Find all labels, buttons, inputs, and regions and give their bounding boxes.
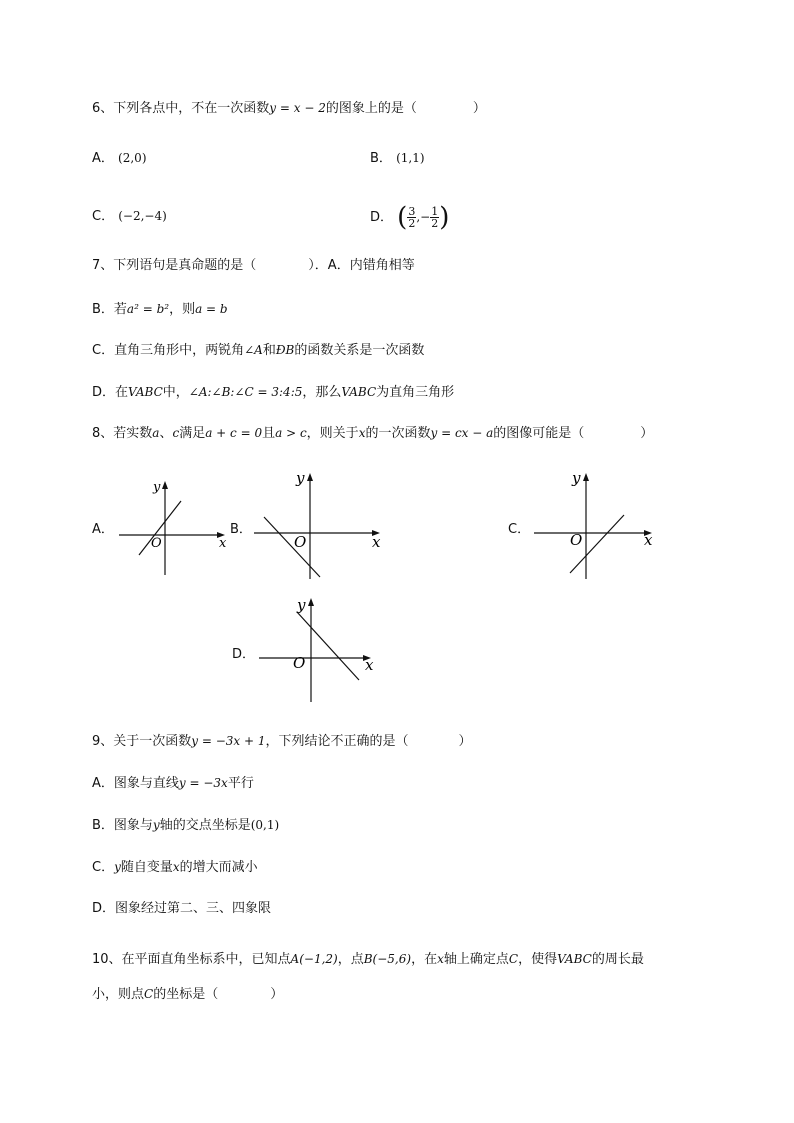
q9-c-text3: 的增大而减小 [179,860,258,875]
q6-d-frac1 [407,206,416,229]
q8-option-c-label: C． [508,522,531,537]
q9-function: y = −3x + 1 [191,734,266,748]
graph-line [297,612,359,680]
x-label: x [372,533,381,551]
q10-t6: 的周长最 [591,952,644,967]
q9-option-c [92,857,258,878]
q7-b-mid: ，则 [169,302,196,317]
q10-triangle: VABC [557,952,592,966]
q10-t1: 10、在平面直角坐标系中，已知点 [92,952,291,967]
q6-d-paren-open: ( [397,202,408,233]
q10-close: ） [270,987,284,1002]
q6-function: y = x − 2 [269,101,326,115]
q8-option-a-label: A． [92,522,114,537]
q6-b-value: (1,1) [396,151,425,165]
q10-point-a: A(−1,2) [290,952,338,966]
origin-label: O [293,654,306,672]
q10-t4: 轴上确定点 [443,952,509,967]
q7-c-math2: ÐB [275,343,295,357]
q8-graph-c [530,465,670,585]
q8-and: 且 [262,426,276,441]
q8-stem [92,423,653,444]
q9-close: ） [458,734,472,749]
q7-stem [92,256,415,276]
q7-option-a: A．内错角相等 [327,258,415,273]
q9-b-text2: 轴的交点坐标是 [159,818,251,833]
x-label: x [644,531,653,549]
q8-cond2: a > c [275,426,307,440]
q9-a-math: y = −3x [178,776,228,790]
q6-c-label: C． [92,209,115,224]
q7-d-text2: 中， [162,385,189,400]
q8-graph-d [255,590,385,705]
q8-cond1: a + c = 0 [205,426,263,440]
y-axis-arrow [307,473,313,481]
q9-option-b [92,815,279,836]
q8-graph-a [115,475,235,580]
q6-d-num1: 3 [408,205,416,218]
q8-option-b-label: B． [230,522,252,537]
q7-stem-text: 7、下列语句是真命题的是（ [92,258,257,273]
q7-d-math3: VABC [341,385,377,399]
q7-option-b [92,299,228,320]
q7-b-math: a² = b² [126,302,170,316]
q8-option-d-label: D． [232,647,256,662]
q9-a-text1: A．图象与直线 [92,776,179,791]
q6-c-value: (−2,−4) [118,209,167,223]
q6-option-c [92,206,167,227]
q9-c-math2: x [172,860,180,874]
x-label: x [219,536,227,551]
q10-x: x [437,952,444,966]
q6-d-label: D． [370,210,394,225]
q8-a: a [152,426,160,440]
q8-c: c [172,426,180,440]
q6-stem-tail: 的图象上的是（ [325,101,417,116]
y-axis-arrow [308,598,314,606]
q7-b-math2: a = b [195,302,228,316]
q6-d-paren-close: ) [439,202,450,233]
q10-point-b: B(−5,6) [363,952,412,966]
q6-stem [92,98,486,119]
q7-d-text1: D．在 [92,385,129,400]
q9-stem2: ，下列结论不正确的是（ [265,734,409,749]
q10-line2 [92,984,283,1005]
q8-stem1: 8、若实数 [92,426,153,441]
q10-t2: ，点 [337,952,364,967]
q10-t8: 的坐标是（ [153,987,219,1002]
q10-t5: ，使得 [518,952,558,967]
graph-line [264,517,320,577]
q7-option-c [92,340,424,361]
q10-point-c2: C [144,987,154,1001]
origin-label: O [570,531,583,549]
y-axis-arrow [162,481,168,489]
q6-stem-text: 6、下列各点中，不在一次函数 [92,101,270,116]
q6-option-b [370,148,425,169]
q8-stem3: ，则关于 [306,426,359,441]
q7-option-d [92,382,454,403]
origin-label: O [151,536,162,551]
q7-d-math1: VABC [128,385,163,399]
q6-a-label: A． [92,151,114,166]
y-axis-arrow [583,473,589,481]
y-label: y [572,469,581,487]
q7-c-math1: ∠A [244,343,263,357]
q7-d-text3: ，那么 [302,385,342,400]
q6-close: ） [472,101,486,116]
q7-c-text3: 的函数关系是一次函数 [294,343,425,358]
q7-c-text2: 和 [262,343,276,358]
q9-a-text2: 平行 [227,776,254,791]
q10-point-c: C [508,952,519,966]
q8-sep: 、 [159,426,173,441]
q9-b-math: y [152,818,160,832]
q9-b-math2: (0,1) [250,818,280,832]
q7-d-math2: ∠A:∠B:∠C = 3:4:5 [188,385,303,399]
q7-c-text1: C．直角三角形中，两锐角 [92,343,245,358]
q9-stem1: 9、关于一次函数 [92,734,192,749]
q7-d-text4: 为直角三角形 [376,385,455,400]
q6-option-d [370,202,450,233]
q6-d-den2: 2 [431,217,439,230]
q9-d-text: D．图象经过第二、三、四象限 [92,901,272,916]
q6-d-frac2 [430,206,439,229]
q8-x: x [358,426,366,440]
q10-t3: ，在 [411,952,438,967]
q6-d-neg: ,− [416,210,431,224]
x-label: x [365,656,374,674]
q9-option-a [92,773,254,794]
q6-d-den1: 2 [408,217,416,230]
q9-c-text1: C． [92,860,115,875]
q8-graph-b [250,465,390,585]
y-label: y [297,596,306,614]
y-label: y [153,480,161,495]
q8-function: y = cx − a [430,426,494,440]
q9-b-text1: B．图象与 [92,818,153,833]
q6-b-label: B． [370,151,392,166]
q6-a-value: (2,0) [118,151,147,165]
q8-close: ） [640,426,654,441]
q9-stem [92,731,472,752]
q6-d-num2: 1 [431,205,439,218]
q8-stem5: 的图像可能是（ [493,426,585,441]
q7-b-label: B．若 [92,302,127,317]
q9-c-math: y [114,860,121,874]
q7-close: ）． [308,258,328,273]
y-label: y [296,469,305,487]
q8-stem2: 满足 [179,426,206,441]
origin-label: O [294,533,307,551]
q8-stem4: 的一次函数 [365,426,431,441]
q10-line1 [92,949,644,970]
q9-c-text2: 随自变量 [120,860,173,875]
q9-option-d [92,899,271,919]
q6-option-a [92,148,147,169]
q10-t7: 小，则点 [92,987,145,1002]
